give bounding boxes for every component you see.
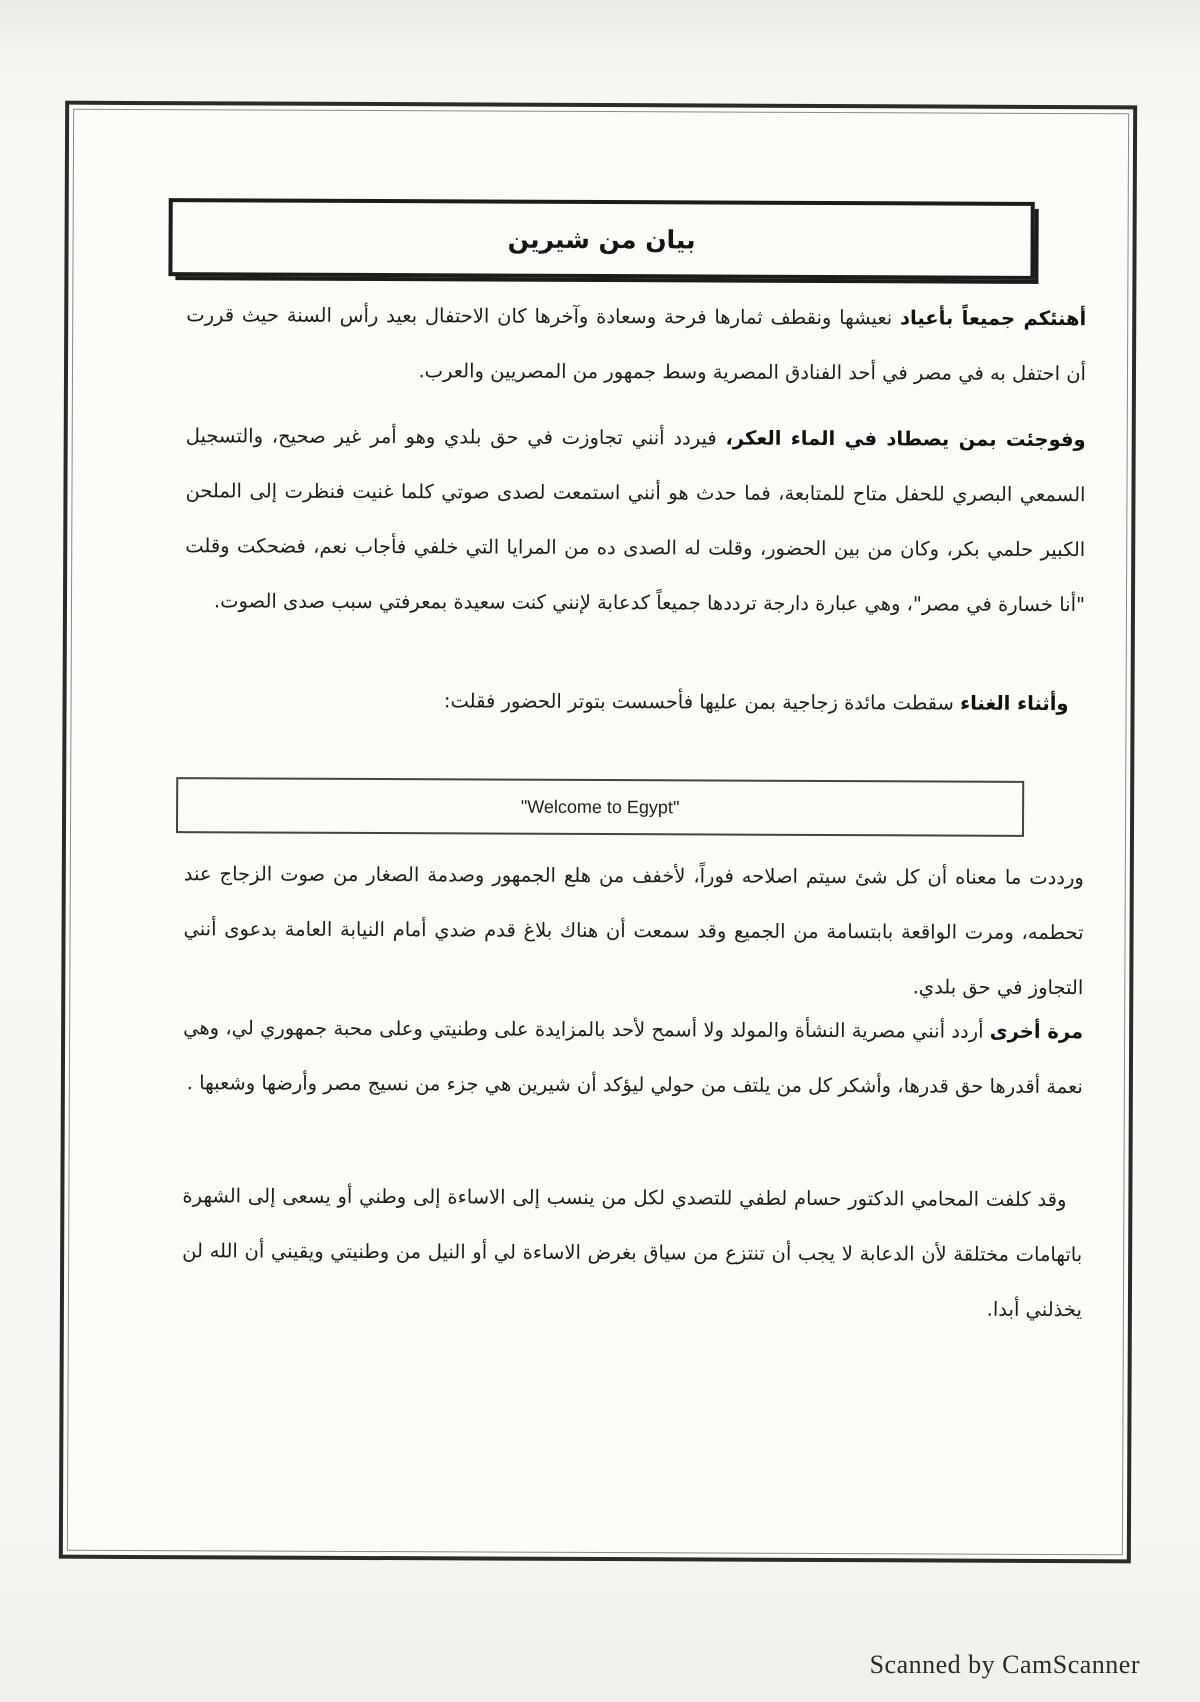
paragraph-5-text: أردد أنني مصرية النشأة والمولد ولا أسمح لأحد بالمزايدة على وطنيتي وعلى محبة جمهوري لي، وهي نعمة أقدرها حق قدرها، وأشكر كل من يلتف من حولي ليؤكد أن شيرين هي جزء من نسيج مصر وأرضها وشعبها . (183, 1016, 1083, 1099)
paragraph-2 (185, 408, 1086, 632)
paragraph-5 (183, 1000, 1083, 1114)
paragraph-2-lead: وفوجئت بمن يصطاد في الماء العكر، (725, 426, 1086, 452)
paragraph-1 (186, 287, 1086, 401)
camscanner-watermark: Scanned by CamScanner (869, 1650, 1140, 1679)
document-title: بيان من شيرين (507, 224, 696, 254)
paragraph-6-text: وقد كلفت المحامي الدكتور حسام لطفي للتصدي لكل من ينسب إلى الاساءة إلى وطني أو يسعى إلى الشهرة باتهامات مختلقة لأن الدعابة لا يجب أن تنتزع من سياق بغرض الاساءة لي أو النيل من وطنيتي ويقيني أن الله لن يخذلني أبدا. (182, 1184, 1083, 1322)
paragraph-3 (184, 672, 1084, 731)
paragraph-6 (182, 1168, 1083, 1337)
paragraph-3-text: سقطت مائدة زجاجية بمن عليها فأحسست بتوتر الحضور فقلت: (443, 689, 961, 715)
quote-box (176, 777, 1024, 837)
paragraph-1-lead: أهنئكم جميعاً بأعياد (899, 306, 1087, 331)
paragraph-4-text: ورددت ما معناه أن كل شئ سيتم اصلاحه فوراً، لأخفف من هلع الجمهور وصدمة الصغار من صوت الزجاج عند تحطمه، ومرت الواقعة بابتسامة من الجميع وقد سمعت أن هناك بلاغ قدم ضدي أمام النيابة العامة بدعوى أنني التجاوز في حق بلدي. (183, 862, 1084, 1000)
paragraph-1-text: نعيشها ونقطف ثمارها فرحة وسعادة وآخرها كان الاحتفال بعيد رأس السنة حيث قررت أن احتفل به في مصر في أحد الفنادق المصرية وسط جمهور من المصريين والعرب. (186, 303, 1087, 386)
title-box (168, 198, 1034, 280)
paragraph-3-lead: وأثناء الغناء (960, 691, 1069, 716)
paragraph-5-lead: مرة أخرى (989, 1019, 1084, 1044)
paragraph-2-text: فيردد أنني تجاوزت في حق بلدي وهو أمر غير صحيح، والتسجيل السمعي البصري للحفل متاح للمتابعة، فما حدث هو أنني استمعت لصدى صوتي كلما غنيت فنظرت إلى الملحن الكبير حلمي بكر، وكان من بين الحضور، وقلت له الصدى ده من المرايا التي خلفي فأجاب نعم، فضحكت وقلت "أنا خسارة في مصر"، وهي عبارة دارجة ترددها جميعاً كدعابة لإنني كنت سعيدة بمعرفتي سبب صدى الصوت. (185, 424, 1086, 617)
quote-text: "Welcome to Egypt" (520, 796, 680, 817)
paragraph-4 (183, 846, 1084, 1015)
scanned-page (59, 101, 1137, 1564)
